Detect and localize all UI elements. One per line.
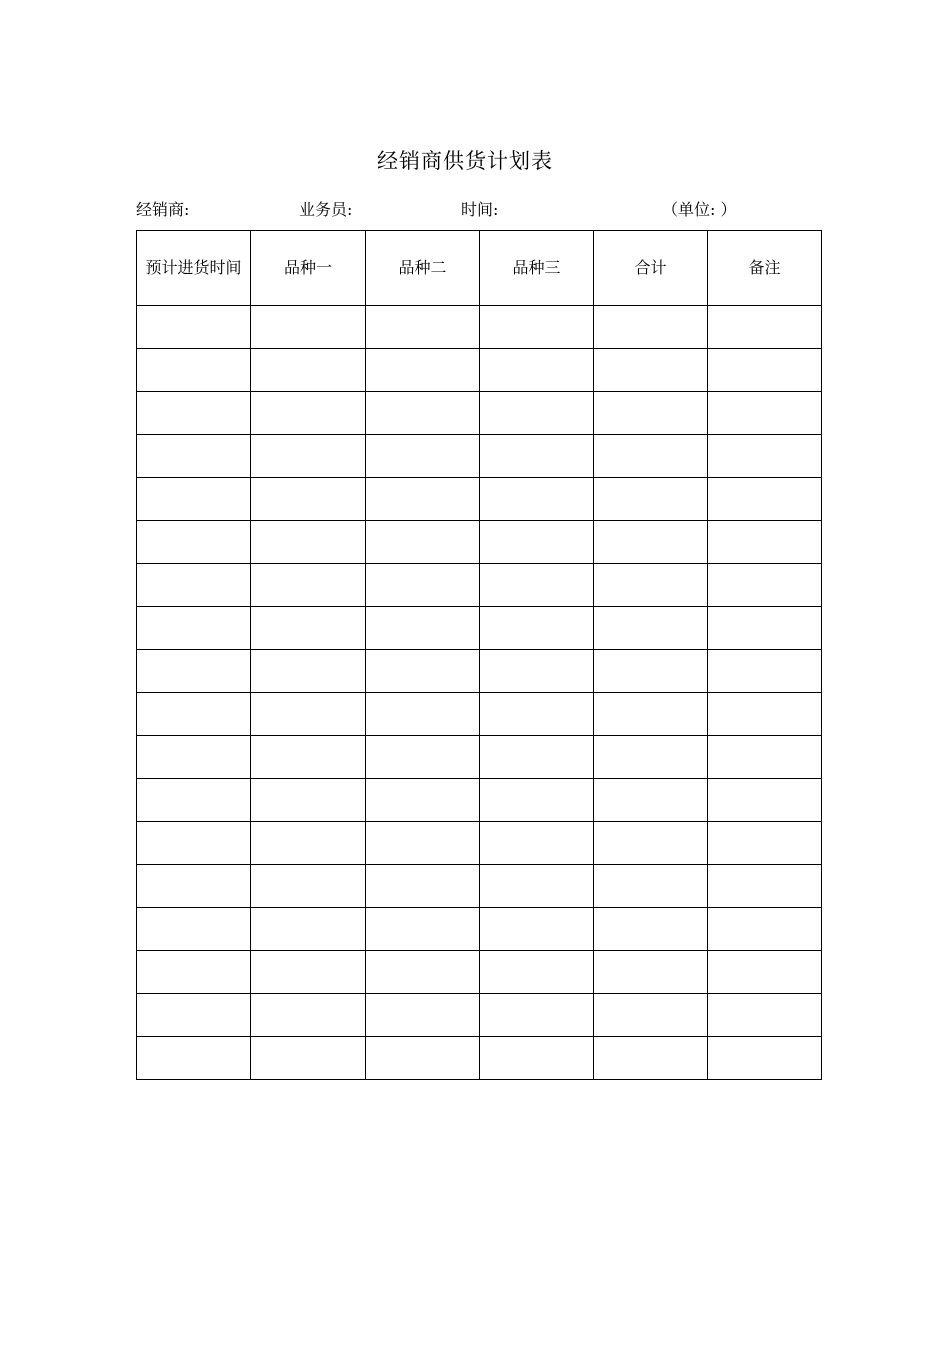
table-cell[interactable] [366, 392, 480, 435]
table-cell[interactable] [366, 435, 480, 478]
table-cell[interactable] [251, 392, 366, 435]
table-cell[interactable] [708, 306, 822, 349]
table-cell[interactable] [480, 650, 594, 693]
table-cell[interactable] [137, 478, 251, 521]
table-cell[interactable] [251, 865, 366, 908]
header-remarks: 备注 [708, 231, 822, 306]
table-cell[interactable] [480, 392, 594, 435]
table-cell[interactable] [594, 306, 708, 349]
page-title: 经销商供货计划表 [377, 149, 553, 173]
table-cell[interactable] [480, 1037, 594, 1080]
table-cell[interactable] [137, 306, 251, 349]
table-row [137, 994, 822, 1037]
table-body [137, 306, 822, 1080]
table-cell[interactable] [251, 435, 366, 478]
header-variety-2: 品种二 [366, 231, 480, 306]
time-label: 时间: [461, 200, 499, 219]
header-variety-1: 品种一 [251, 231, 366, 306]
table-cell[interactable] [708, 435, 822, 478]
table-cell[interactable] [366, 994, 480, 1037]
table-cell[interactable] [480, 349, 594, 392]
table-row [137, 951, 822, 994]
table-cell[interactable] [594, 779, 708, 822]
table-cell[interactable] [251, 306, 366, 349]
table-cell[interactable] [708, 478, 822, 521]
table-cell[interactable] [137, 1037, 251, 1080]
table-cell[interactable] [137, 650, 251, 693]
header-expected-time: 预计进货时间 [137, 231, 251, 306]
table-cell[interactable] [366, 521, 480, 564]
table-cell[interactable] [366, 564, 480, 607]
table-row [137, 349, 822, 392]
table-cell[interactable] [366, 951, 480, 994]
supply-plan-table [136, 230, 822, 1080]
table-cell[interactable] [251, 650, 366, 693]
table-cell[interactable] [137, 865, 251, 908]
table-cell[interactable] [480, 306, 594, 349]
table-cell[interactable] [251, 736, 366, 779]
table-cell[interactable] [594, 564, 708, 607]
table-cell[interactable] [594, 392, 708, 435]
table-cell[interactable] [137, 693, 251, 736]
table-cell[interactable] [480, 994, 594, 1037]
table-cell[interactable] [708, 650, 822, 693]
header-total: 合计 [594, 231, 708, 306]
table-cell[interactable] [708, 908, 822, 951]
table-cell[interactable] [480, 951, 594, 994]
table-cell[interactable] [251, 908, 366, 951]
table-cell[interactable] [366, 478, 480, 521]
table-cell[interactable] [708, 865, 822, 908]
table-cell[interactable] [480, 521, 594, 564]
table-cell[interactable] [594, 650, 708, 693]
table-cell[interactable] [137, 822, 251, 865]
table-cell[interactable] [594, 736, 708, 779]
table-cell[interactable] [708, 392, 822, 435]
table-cell[interactable] [137, 392, 251, 435]
table-cell[interactable] [480, 865, 594, 908]
table-row [137, 736, 822, 779]
table-cell[interactable] [251, 994, 366, 1037]
table-cell[interactable] [594, 951, 708, 994]
table-cell[interactable] [594, 822, 708, 865]
table-cell[interactable] [137, 951, 251, 994]
table-cell[interactable] [708, 822, 822, 865]
table-row [137, 607, 822, 650]
table-cell[interactable] [708, 736, 822, 779]
table-cell[interactable] [480, 779, 594, 822]
table-row [137, 865, 822, 908]
table-cell[interactable] [366, 736, 480, 779]
table-cell[interactable] [137, 435, 251, 478]
table-cell[interactable] [594, 865, 708, 908]
table-cell[interactable] [594, 1037, 708, 1080]
table-row [137, 521, 822, 564]
table-cell[interactable] [366, 1037, 480, 1080]
table-cell[interactable] [708, 521, 822, 564]
table-cell[interactable] [251, 822, 366, 865]
header-variety-3: 品种三 [480, 231, 594, 306]
table-cell[interactable] [480, 607, 594, 650]
table-cell[interactable] [366, 650, 480, 693]
table-cell[interactable] [251, 607, 366, 650]
table-cell[interactable] [366, 779, 480, 822]
table-cell[interactable] [708, 779, 822, 822]
table-cell[interactable] [594, 478, 708, 521]
table-row [137, 306, 822, 349]
table-row [137, 564, 822, 607]
table-cell[interactable] [137, 779, 251, 822]
table-row [137, 908, 822, 951]
table-cell[interactable] [594, 349, 708, 392]
table-cell[interactable] [251, 564, 366, 607]
table-cell[interactable] [708, 994, 822, 1037]
table-cell[interactable] [594, 435, 708, 478]
table-cell[interactable] [708, 607, 822, 650]
table-cell[interactable] [137, 564, 251, 607]
table-header-row [137, 231, 822, 306]
table-cell[interactable] [480, 693, 594, 736]
table-row [137, 822, 822, 865]
table-cell[interactable] [366, 693, 480, 736]
table-cell[interactable] [594, 693, 708, 736]
table-cell[interactable] [251, 779, 366, 822]
table-cell[interactable] [137, 349, 251, 392]
table-cell[interactable] [708, 1037, 822, 1080]
table-cell[interactable] [480, 435, 594, 478]
table-cell[interactable] [708, 693, 822, 736]
table-cell[interactable] [708, 951, 822, 994]
table-cell[interactable] [137, 908, 251, 951]
salesperson-label: 业务员: [299, 200, 353, 219]
table-cell[interactable] [594, 521, 708, 564]
table-cell[interactable] [366, 865, 480, 908]
table-cell[interactable] [366, 306, 480, 349]
table-row [137, 650, 822, 693]
table-cell[interactable] [594, 994, 708, 1037]
table-cell[interactable] [708, 349, 822, 392]
table-cell[interactable] [251, 521, 366, 564]
table-cell[interactable] [594, 607, 708, 650]
table-cell[interactable] [137, 736, 251, 779]
table-row [137, 1037, 822, 1080]
table-cell[interactable] [251, 693, 366, 736]
table-row [137, 779, 822, 822]
table-cell[interactable] [366, 822, 480, 865]
table-cell[interactable] [366, 607, 480, 650]
table-cell[interactable] [137, 994, 251, 1037]
table-cell[interactable] [366, 908, 480, 951]
table-cell[interactable] [137, 521, 251, 564]
table-cell[interactable] [251, 1037, 366, 1080]
table-cell[interactable] [480, 736, 594, 779]
table-row [137, 693, 822, 736]
table-cell[interactable] [251, 951, 366, 994]
dealer-label: 经销商: [136, 200, 190, 219]
table-row [137, 435, 822, 478]
table-cell[interactable] [594, 908, 708, 951]
table-cell[interactable] [480, 908, 594, 951]
unit-label: （单位: ） [662, 200, 737, 219]
table-cell[interactable] [480, 564, 594, 607]
table-cell[interactable] [251, 478, 366, 521]
table-cell[interactable] [251, 349, 366, 392]
table-cell[interactable] [480, 478, 594, 521]
table-cell[interactable] [137, 607, 251, 650]
table-row [137, 478, 822, 521]
table-cell[interactable] [708, 564, 822, 607]
table-cell[interactable] [366, 349, 480, 392]
table-row [137, 392, 822, 435]
table-cell[interactable] [480, 822, 594, 865]
